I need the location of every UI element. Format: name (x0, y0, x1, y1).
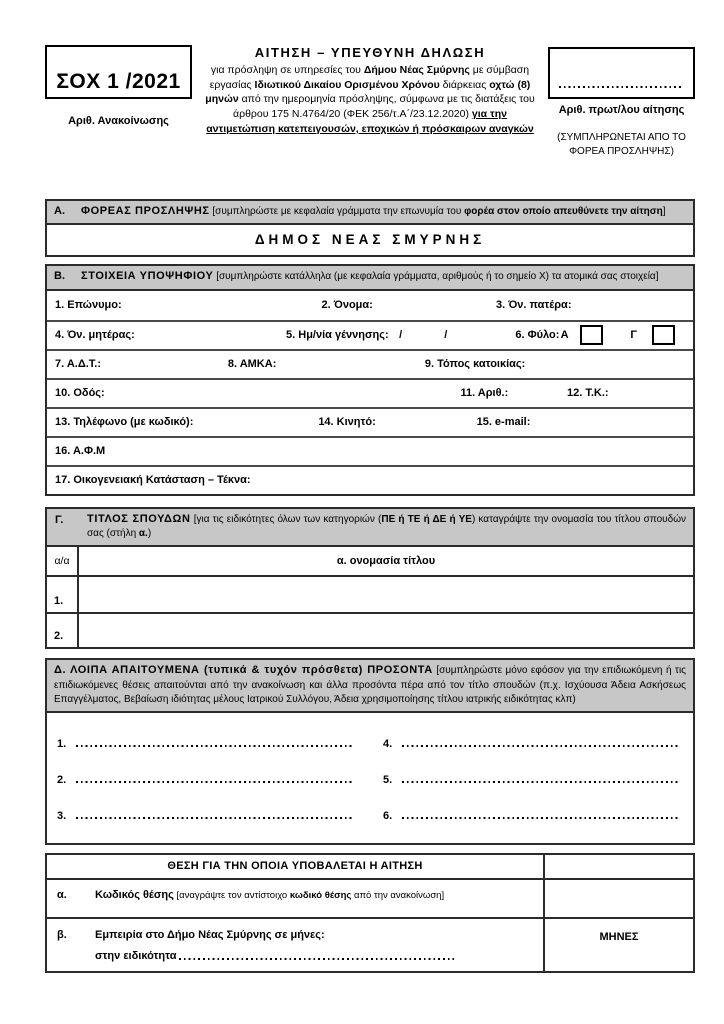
employer-name-value[interactable]: ΔΗΜΟΣ ΝΕΑΣ ΣΜΥΡΝΗΣ (254, 232, 486, 248)
section-b-header: Β. ΣΤΟΙΧΕΙΑ ΥΠΟΨΗΦΙΟΥ [συμπληρώστε κατάλληλα (με κεφαλαία γράμματα, αριθμούς ή το σημείο Χ) τα ατομικά σας στοιχεία] (47, 266, 693, 290)
field-row-birth[interactable] (47, 320, 693, 349)
dotted-fill-line (76, 781, 353, 783)
sex-female-label: Γ (630, 329, 637, 342)
mobile-label: 14. Κινητό: (318, 416, 376, 429)
protocol-block (548, 45, 695, 159)
qualification-line-1[interactable]: 1. (57, 729, 353, 750)
experience-letter: β. (57, 928, 67, 941)
position-code-row (47, 878, 693, 917)
announcement-code-box (45, 45, 192, 99)
section-a-employer (45, 199, 695, 257)
firstname-label: 2. Όνομα: (321, 299, 373, 312)
experience-label: Εμπειρία στο Δήμο Νέας Σμύρνης σε μήνες: (95, 928, 325, 941)
position-table-header-row (47, 855, 693, 878)
form-header (45, 45, 695, 159)
street-number-label: 11. Αριθ.: (460, 387, 509, 400)
section-c-header: Γ. ΤΙΤΛΟΣ ΣΠΟΥΔΩΝ [για τις ειδικότητες όλων των κατηγοριών (ΠΕ ή ΤΕ ή ΔΕ ή ΥΕ) καταγράψτε την ονομασία του τίτλου σπουδών σας (στήλη α.) (47, 509, 693, 547)
sex-male-checkbox[interactable] (580, 325, 603, 345)
position-table (45, 853, 695, 973)
amka-label: 8. ΑΜΚΑ: (227, 358, 277, 371)
afm-label: 16. Α.Φ.Μ (55, 445, 106, 458)
birthdate-slash-2: / (444, 329, 448, 342)
surname-label: 1. Επώνυμο: (55, 299, 122, 312)
dotted-fill-line (76, 745, 353, 747)
degree-row-1-input-cell[interactable] (79, 577, 693, 612)
degree-row-1-number: 1. (47, 577, 79, 612)
email-label: 15. e-mail: (476, 416, 531, 429)
dotted-fill-line (179, 958, 455, 960)
qualification-line-4[interactable]: 4. (383, 729, 679, 750)
degree-row-2 (47, 612, 693, 647)
qualification-line-2[interactable]: 2. (57, 765, 353, 786)
announcement-code: ΣΟΧ 1 /2021 (56, 70, 181, 93)
months-cell[interactable]: ΜΗΝΕΣ (543, 919, 693, 971)
specialty-line[interactable]: στην ειδικότητα (95, 950, 454, 962)
qualification-lines (47, 713, 693, 843)
sex-male-label: Α (560, 329, 569, 342)
field-row-address[interactable] (47, 378, 693, 407)
section-c-degree (45, 507, 695, 649)
dotted-fill-line (76, 817, 353, 819)
sex-label: 6. Φύλο: (515, 329, 560, 342)
degree-index-column-header: α/α (47, 547, 79, 575)
section-d-other-qualifications (45, 658, 695, 844)
section-d-header: Δ. ΛΟΙΠΑ ΑΠΑΙΤΟΥΜΕΝΑ (τυπικά & τυχόν πρόσθετα) ΠΡΟΣΟΝΤΑ [συμπληρώστε μόνο εφόσον για την επιδιωκόμενη ή τις επιδιωκόμενες θέσεις απαιτούνται από την ανακοίνωση και άλλα προσόντα πέρα από τον τίτλο σπουδών (π.χ. Ισχύουσα Άδεια Ασκήσεως Επαγγέλματος, Βεβαίωση ιδιότητας μέλους Ιατρικού Συλλόγου, Άδεια χρησιμοποίησης τίτλου ιατρικής ειδικότητας κλπ) (47, 660, 693, 712)
degree-title-column-header: α. ονομασία τίτλου (336, 555, 436, 568)
postal-code-label: 12. Τ.Κ.: (567, 387, 609, 400)
father-name-label: 3. Όν. πατέρα: (495, 299, 572, 312)
protocol-dotted-line (559, 86, 684, 88)
dotted-fill-line (402, 817, 679, 819)
qualification-line-5[interactable]: 5. (383, 765, 679, 786)
phone-label: 13. Τηλέφωνο (με κωδικό): (55, 416, 194, 429)
form-title-block (192, 45, 548, 159)
degree-row-2-input-cell[interactable] (79, 614, 693, 647)
street-label: 10. Οδός: (55, 387, 105, 400)
protocol-note: (ΣΥΜΠΛΗΡΩΝΕΤΑΙ ΑΠΟ ΤΟ ΦΟΡΕΑ ΠΡΟΣΛΗΨΗΣ) (557, 132, 686, 157)
experience-row (47, 917, 693, 971)
sex-female-checkbox[interactable] (652, 325, 675, 345)
position-table-header-empty-cell (543, 855, 693, 878)
dotted-fill-line (402, 745, 679, 747)
family-status-label: 17. Οικογενειακή Κατάσταση – Τέκνα: (55, 474, 251, 487)
degree-row-2-number: 2. (47, 614, 79, 647)
field-row-name[interactable] (47, 291, 693, 320)
form-title: ΑΙΤΗΣΗ – ΥΠΕΥΘΥΝΗ ΔΗΛΩΣΗ (254, 45, 486, 60)
degree-table-header (47, 547, 693, 577)
qualification-line-6[interactable]: 6. (383, 801, 679, 822)
announcement-block (45, 45, 192, 159)
field-row-family[interactable] (47, 465, 693, 494)
position-code-hint: [αναγράψτε τον αντίστοιχο κωδικό θέσης από την ανακοίνωση] (173, 889, 445, 901)
field-row-contact[interactable] (47, 407, 693, 436)
position-code-letter: α. (57, 888, 67, 901)
announcement-caption: Αριθ. Ανακοίνωσης (68, 115, 169, 127)
birthdate-slash-1: / (399, 329, 403, 342)
section-b-candidate-details (45, 264, 695, 495)
birthdate-label: 5. Ημ/νία γέννησης: (286, 329, 389, 342)
mother-name-label: 4. Όν. μητέρας: (55, 329, 135, 342)
field-row-afm[interactable] (47, 436, 693, 465)
dotted-fill-line (402, 781, 679, 783)
protocol-caption: Αριθ. πρωτ/λου αίτησης (558, 104, 685, 116)
field-row-id[interactable] (47, 349, 693, 378)
position-code-label: Κωδικός θέσης (95, 888, 174, 901)
position-code-input-cell[interactable] (543, 880, 693, 917)
residence-label: 9. Τόπος κατοικίας: (424, 358, 526, 371)
section-a-header: Α. ΦΟΡΕΑΣ ΠΡΟΣΛΗΨΗΣ [συμπληρώστε με κεφαλαία γράμματα την επωνυμία του φορέα στον οποίο απευθύνετε την αίτηση] (47, 201, 693, 225)
position-table-title: ΘΕΣΗ ΓΙΑ ΤΗΝ ΟΠΟΙΑ ΥΠΟΒΑΛΕΤΑΙ Η ΑΙΤΗΣΗ (167, 859, 423, 872)
id-card-label: 7. Α.Δ.Τ.: (55, 358, 102, 371)
degree-row-1 (47, 577, 693, 612)
protocol-number-box[interactable] (548, 47, 695, 99)
form-intro: για πρόσληψη σε υπηρεσίες του Δήμου Νέας Σμύρνης με σύμβαση εργασίας Ιδιωτικού Δικαίου Ορισμένου Χρόνου διάρκειας οχτώ (8) μηνών από την ημερομηνία πρόσληψης, σύμφωνα με τις διατάξεις του άρθρου 175 Ν.4764/20 (ΦΕΚ 256/τ.Α΄/23.12.2020) για την αντιμετώπιση κατεπειγουσών, εποχικών ή πρόσκαιρων αναγκών (205, 64, 535, 135)
qualification-line-3[interactable]: 3. (57, 801, 353, 822)
